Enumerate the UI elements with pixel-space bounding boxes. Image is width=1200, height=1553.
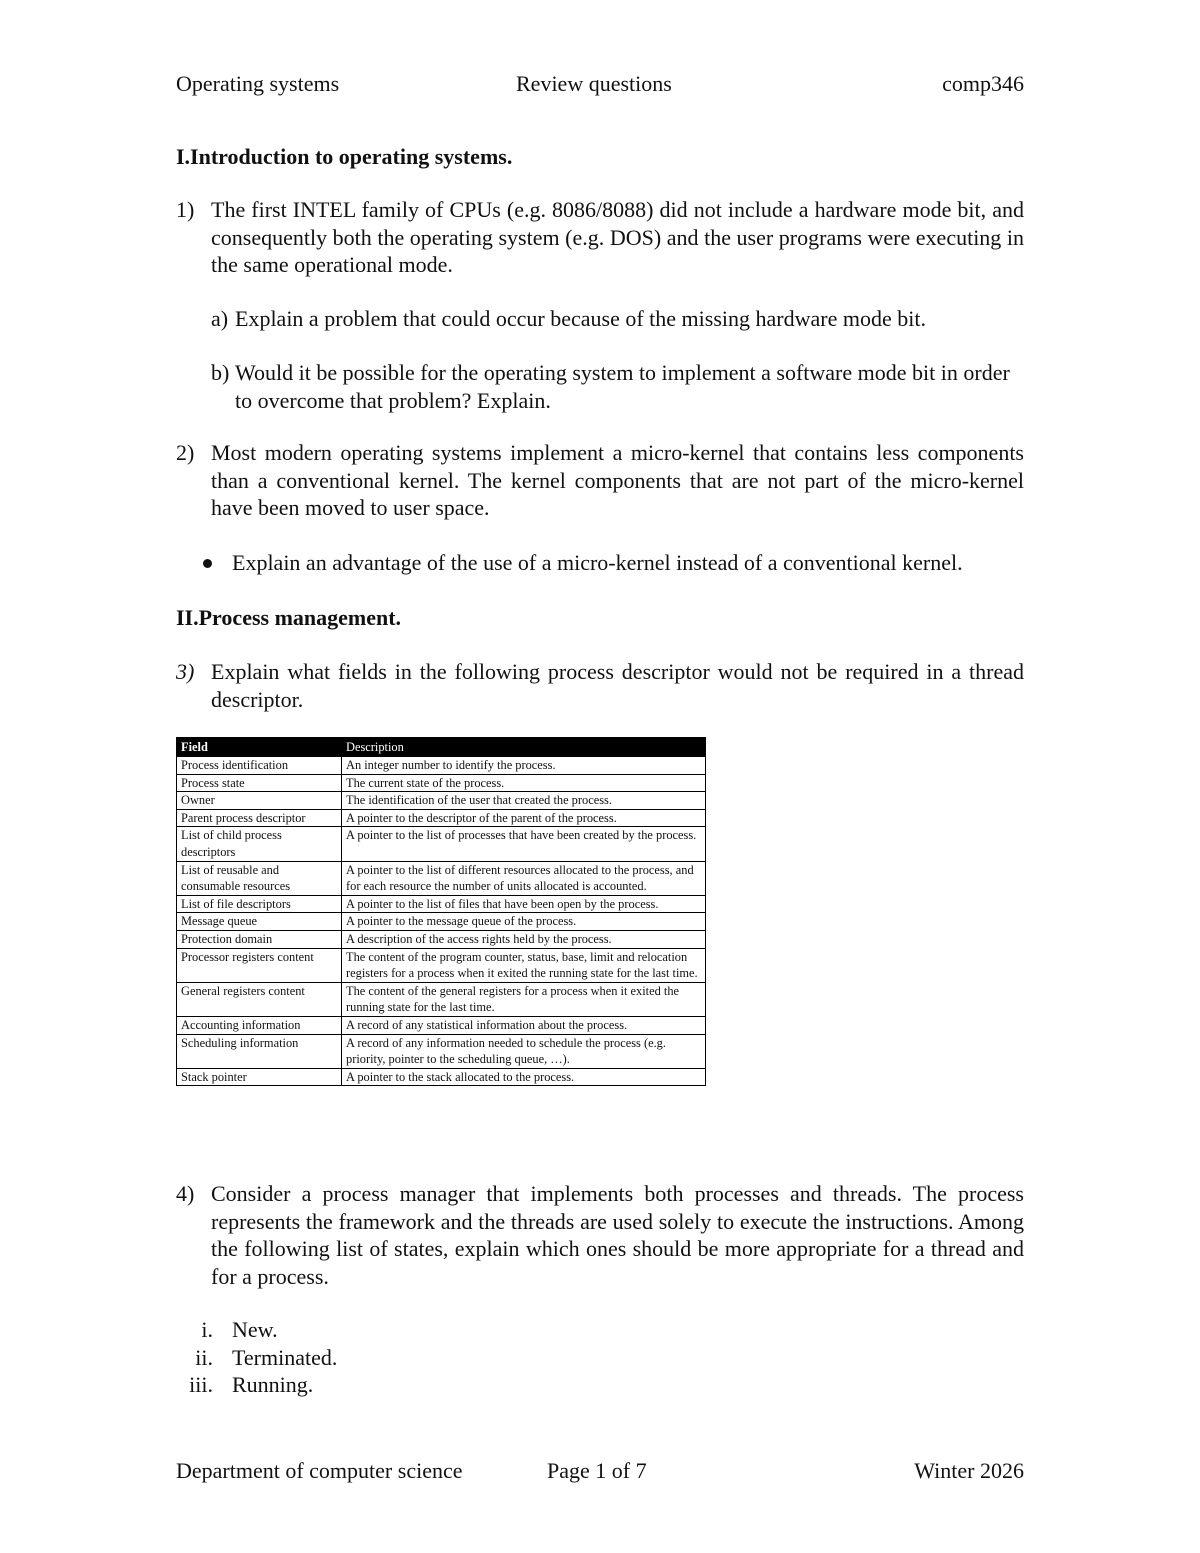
header-doc-title: Review questions bbox=[516, 71, 672, 96]
table-cell-description: A pointer to the descriptor of the parent of the process. bbox=[342, 809, 706, 827]
list-item-label: ii. bbox=[195, 1344, 213, 1370]
table-cell-field: List of reusable and consumable resources bbox=[177, 861, 342, 895]
question-text: Explain what fields in the following process descriptor would not be required in a thread descriptor. bbox=[211, 659, 1024, 712]
table-row bbox=[177, 948, 706, 982]
footer-page-number: Page 1 of 7 bbox=[547, 1458, 647, 1483]
state-list bbox=[176, 1316, 576, 1399]
table-cell-field: Parent process descriptor bbox=[177, 809, 342, 827]
table-cell-description: The current state of the process. bbox=[342, 774, 706, 792]
question-text: The first INTEL family of CPUs (e.g. 8086/8088) did not include a hardware mode bit, and consequently both the operating system (e.g. DOS) and the user programs were executing in the same operational mode. bbox=[211, 197, 1024, 277]
table-cell-description: A record of any statistical information about the process. bbox=[342, 1016, 706, 1034]
table-row bbox=[177, 982, 706, 1016]
list-item-text: New. bbox=[232, 1317, 278, 1342]
section-title-process-management: II.Process management. bbox=[176, 605, 402, 630]
table-cell-field: Process identification bbox=[177, 757, 342, 775]
list-item-label: iii. bbox=[189, 1372, 213, 1397]
table-cell-description: A pointer to the list of files that have been open by the process. bbox=[342, 895, 706, 913]
list-item-text: Terminated. bbox=[232, 1344, 338, 1370]
section-title-intro: I.Introduction to operating systems. bbox=[176, 144, 513, 169]
question-number: 3) bbox=[176, 659, 195, 684]
process-descriptor-table bbox=[176, 737, 706, 1086]
table-cell-field: Processor registers content bbox=[177, 948, 342, 982]
question-2-bullet bbox=[203, 549, 1023, 577]
list-item-label: i. bbox=[201, 1317, 213, 1342]
table-cell-field: Owner bbox=[177, 792, 342, 810]
table-cell-field: List of child process descriptors bbox=[177, 827, 342, 861]
table-cell-field: Accounting information bbox=[177, 1016, 342, 1034]
footer-term: Winter 2026 bbox=[914, 1458, 1024, 1483]
table-cell-description: The identification of the user that created the process. bbox=[342, 792, 706, 810]
table-cell-description: A pointer to the list of processes that have been created by the process. bbox=[342, 827, 706, 861]
table-cell-description: An integer number to identify the process. bbox=[342, 757, 706, 775]
question-1 bbox=[176, 196, 1024, 279]
table-cell-description: A pointer to the list of different resources allocated to the process, and for each resource the number of units allocated is accounted. bbox=[342, 861, 706, 895]
footer-department: Department of computer science bbox=[176, 1458, 463, 1483]
table-row bbox=[177, 809, 706, 827]
table-row bbox=[177, 861, 706, 895]
table-row bbox=[177, 913, 706, 931]
table-cell-description: A record of any information needed to schedule the process (e.g. priority, pointer to the scheduling queue, …). bbox=[342, 1034, 706, 1068]
subquestion-text: Would it be possible for the operating system to implement a software mode bit in order to overcome that problem? Explain. bbox=[235, 360, 1010, 413]
list-item bbox=[176, 1371, 576, 1399]
table-row bbox=[177, 895, 706, 913]
table-cell-field: Scheduling information bbox=[177, 1034, 342, 1068]
question-number: 2) bbox=[176, 440, 195, 465]
column-header-description: Description bbox=[342, 738, 706, 757]
question-text: Most modern operating systems implement a micro-kernel that contains less components than a conventional kernel. The kernel components that are not part of the micro-kernel have been moved to user space. bbox=[211, 440, 1024, 520]
header-course-title: Operating systems bbox=[176, 71, 340, 96]
question-4 bbox=[176, 1180, 1024, 1290]
question-1a bbox=[211, 305, 1024, 333]
question-number: 4) bbox=[176, 1181, 195, 1206]
table-cell-field: Stack pointer bbox=[177, 1068, 342, 1086]
table-row bbox=[177, 827, 706, 861]
subquestion-label: b) bbox=[211, 360, 230, 385]
bullet-icon bbox=[203, 559, 212, 568]
table-cell-field: Protection domain bbox=[177, 930, 342, 948]
table-header-row bbox=[177, 738, 706, 757]
question-text: Consider a process manager that implements both processes and threads. The process represents the framework and the threads are used solely to execute the instructions. Among the following list of states, explain which ones should be more appropriate for a thread and for a process. bbox=[211, 1181, 1024, 1289]
table-cell-description: A pointer to the stack allocated to the process. bbox=[342, 1068, 706, 1086]
table-cell-field: Process state bbox=[177, 774, 342, 792]
table-cell-description: A pointer to the message queue of the process. bbox=[342, 913, 706, 931]
table-cell-description: The content of the general registers for a process when it exited the running state for the last time. bbox=[342, 982, 706, 1016]
list-item-text: Running. bbox=[232, 1372, 314, 1397]
table-row bbox=[177, 757, 706, 775]
header-course-code: comp346 bbox=[942, 71, 1024, 96]
table-row bbox=[177, 1016, 706, 1034]
column-header-field: Field bbox=[177, 738, 342, 757]
question-number: 1) bbox=[176, 197, 195, 222]
table-row bbox=[177, 792, 706, 810]
question-1b bbox=[211, 359, 1024, 414]
list-item bbox=[176, 1344, 576, 1372]
question-2 bbox=[176, 439, 1024, 522]
table-row bbox=[177, 930, 706, 948]
table-row bbox=[177, 1034, 706, 1068]
table-cell-field: General registers content bbox=[177, 982, 342, 1016]
list-item bbox=[176, 1316, 576, 1344]
table-cell-description: A description of the access rights held by the process. bbox=[342, 930, 706, 948]
subquestion-label: a) bbox=[211, 306, 229, 331]
bullet-text: Explain an advantage of the use of a micro-kernel instead of a conventional kernel. bbox=[232, 550, 963, 575]
table-cell-field: Message queue bbox=[177, 913, 342, 931]
table-row bbox=[177, 774, 706, 792]
table-row bbox=[177, 1068, 706, 1086]
table-cell-description: The content of the program counter, status, base, limit and relocation registers for a process when it exited the running state for the last time. bbox=[342, 948, 706, 982]
question-3 bbox=[176, 658, 1024, 713]
table-cell-field: List of file descriptors bbox=[177, 895, 342, 913]
subquestion-text: Explain a problem that could occur because of the missing hardware mode bit. bbox=[235, 306, 926, 331]
